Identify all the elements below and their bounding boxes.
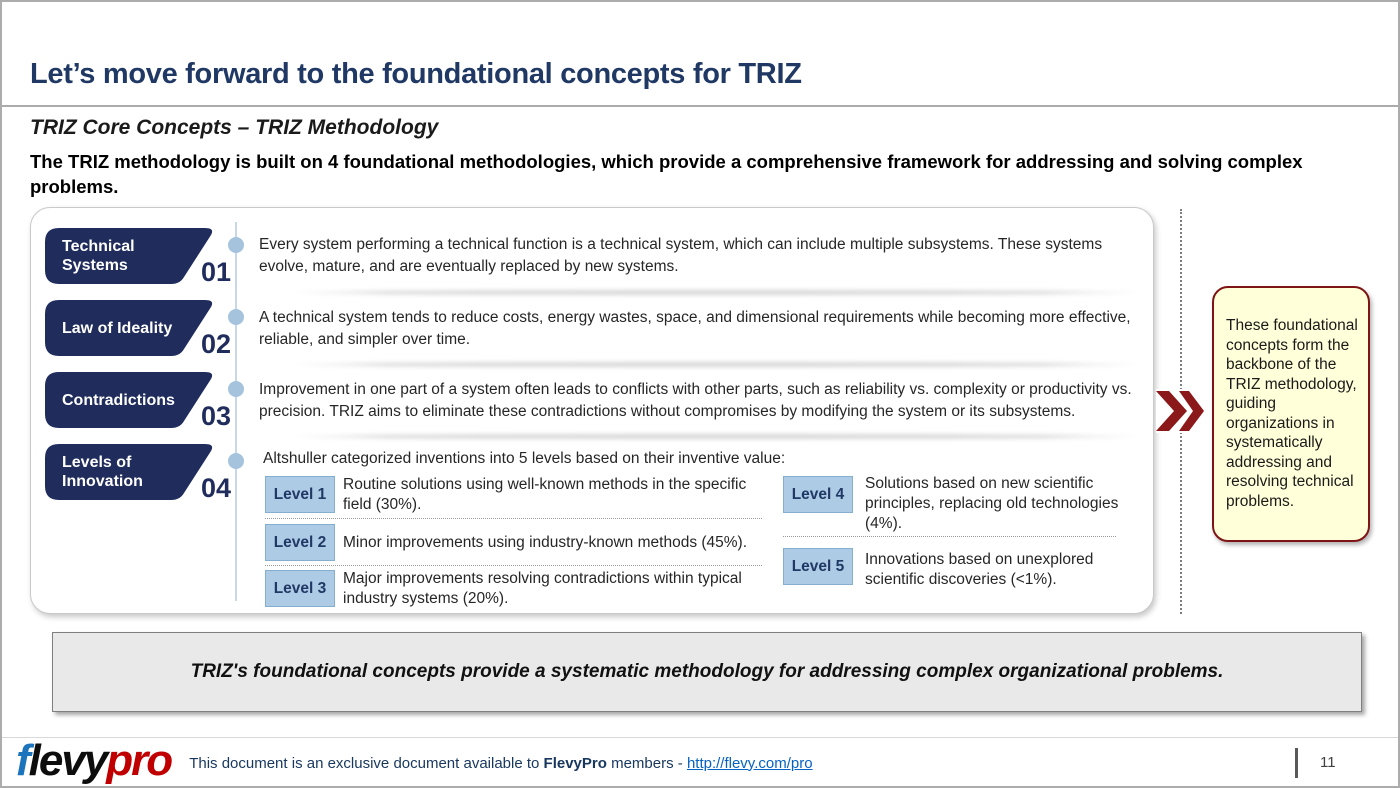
level-4-description: Solutions based on new scientific principles, replacing old technologies (4%). <box>865 475 1119 532</box>
concept-description: Improvement in one part of a system often leads to conflicts with other parts, such as reliability vs. complexity or productivity vs. precision. TRIZ aims to eliminate these contradictions without compromises by modifying the system or its subsystems. <box>259 381 1132 420</box>
double-chevron-icon <box>1156 389 1204 433</box>
level-separator <box>783 536 1116 537</box>
section-title: TRIZ Core Concepts – TRIZ Methodology <box>30 116 439 139</box>
callout-note <box>1212 286 1370 542</box>
footer <box>2 737 1400 788</box>
concept-banner-technical-systems <box>45 228 231 287</box>
footer-note-brand: FlevyPro <box>543 754 607 772</box>
takeaway-box <box>52 632 1362 712</box>
level-3-description: Major improvements resolving contradictions within typical industry systems (20%). <box>343 570 742 607</box>
concept-description: Altshuller categorized inventions into 5 levels based on their inventive value: <box>263 450 786 467</box>
concept-number: 03 <box>200 401 231 431</box>
takeaway-text: TRIZ's foundational concepts provide a systematic methodology for addressing complex organizational problems. <box>190 661 1224 682</box>
footer-note <box>189 755 812 772</box>
concept-description: A technical system tends to reduce costs, energy wastes, space, and dimensional requirements while becoming more effective, reliable, and simpler over time. <box>259 309 1131 348</box>
logo-part-f: f <box>16 736 29 785</box>
footer-note-middle: members - <box>606 754 687 772</box>
bullet-dot <box>228 453 244 469</box>
title-divider <box>2 105 1400 107</box>
logo-part-pro: pro <box>106 736 172 785</box>
vertical-divider <box>235 222 237 601</box>
level-5-description: Innovations based on unexplored scientific discoveries (<1%). <box>865 551 1094 588</box>
callout-text: These foundational concepts form the backbone of the TRIZ methodology, guiding organizations in systematically addressing and resolving technical problems. <box>1226 317 1358 510</box>
level-1-description: Routine solutions using well-known methods in the specific field (30%). <box>343 476 747 513</box>
logo-part-levy: levy <box>28 736 107 785</box>
level-separator <box>265 565 762 566</box>
row-shadow-divider <box>286 290 1146 295</box>
concepts-panel <box>30 207 1154 614</box>
page-number: 11 <box>1320 754 1336 771</box>
concept-number: 04 <box>200 473 231 503</box>
footer-note-prefix: This document is an exclusive document available to <box>189 754 544 772</box>
level-4-badge: Level 4 <box>783 476 853 513</box>
concept-banner-contradictions <box>45 372 231 431</box>
row-shadow-divider <box>286 362 1146 367</box>
concept-label: Contradictions <box>62 391 175 409</box>
concept-label: Levels of Innovation <box>62 454 143 490</box>
row-shadow-divider <box>286 434 1146 439</box>
level-3-badge: Level 3 <box>265 570 335 607</box>
level-2-badge: Level 2 <box>265 524 335 561</box>
bullet-dot <box>228 381 244 397</box>
footer-link[interactable]: http://flevy.com/pro <box>686 754 813 772</box>
bullet-dot <box>228 309 244 325</box>
level-1-badge: Level 1 <box>265 476 335 513</box>
level-2-description: Minor improvements using industry-known methods (45%). <box>343 534 748 551</box>
level-5-badge: Level 5 <box>783 548 853 585</box>
concept-label: Law of Ideality <box>62 319 173 337</box>
concept-number: 01 <box>200 257 231 287</box>
concept-number: 02 <box>200 329 231 359</box>
page-title: Let’s move forward to the foundational concepts for TRIZ <box>30 58 802 90</box>
concept-banner-levels-of-innovation <box>45 444 231 503</box>
concept-label: Technical Systems <box>62 238 135 274</box>
bullet-dot <box>228 237 244 253</box>
page-number-separator <box>1295 748 1298 778</box>
concept-banner-law-of-ideality <box>45 300 231 359</box>
intro-text: The TRIZ methodology is built on 4 foundational methodologies, which provide a comprehensive framework for addressing and solving complex problems. <box>30 151 1303 197</box>
flevypro-logo <box>16 736 172 785</box>
concept-description: Every system performing a technical function is a technical system, which can include multiple subsystems. These systems evolve, mature, and are eventually replaced by new systems. <box>259 236 1103 275</box>
level-separator <box>265 518 762 519</box>
